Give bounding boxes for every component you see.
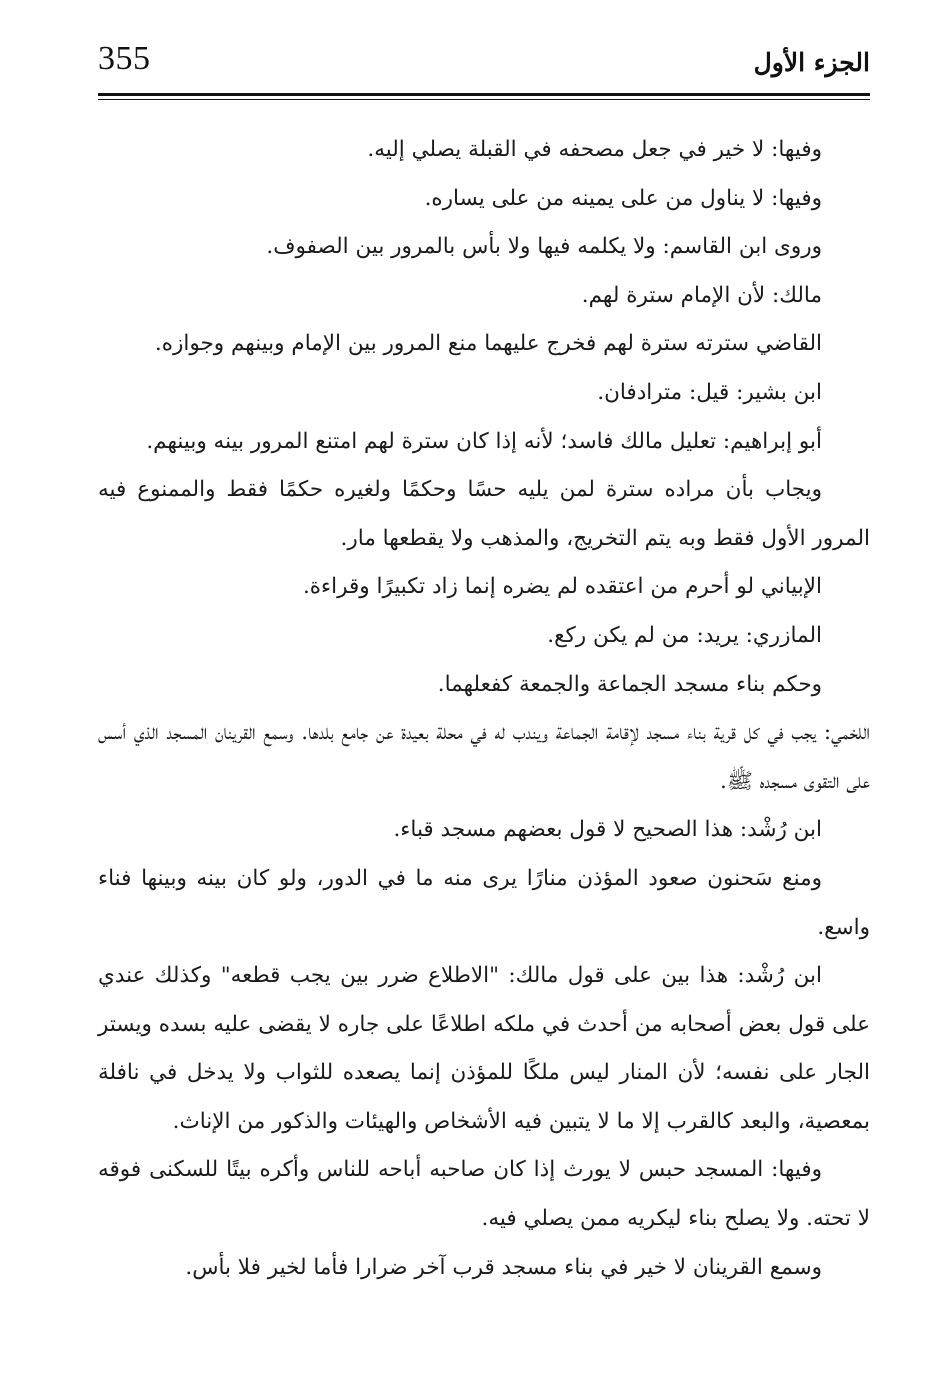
paragraph: وفيها: لا خير في جعل مصحفه في القبلة يصلي إليه. xyxy=(367,137,822,162)
running-title: الجزء الأول xyxy=(753,48,870,77)
header-rule-thin xyxy=(98,99,870,100)
paragraph: اللخمي: يجب في كل قرية بناء مسجد لإقامة الجماعة ويندب له في محلة بعيدة عن جامع بلدها. وسمع القرينان المسجد الذي أسس على التقوى مسجده ﷺ. xyxy=(98,720,870,794)
header-rule-thick xyxy=(98,93,870,96)
page-header xyxy=(98,38,870,100)
paragraph: القاضي سترته سترة لهم فخرج عليهما منع المرور بين الإمام وبينهم وجوازه. xyxy=(154,331,822,357)
paragraph: مالك: لأن الإمام سترة لهم. xyxy=(581,282,822,308)
body-text xyxy=(98,126,870,1292)
paragraph: وفيها: لا يناول من على يمينه من على يساره. xyxy=(424,185,822,211)
paragraph: وروى ابن القاسم: ولا يكلمه فيها ولا بأس بالمرور بين الصفوف. xyxy=(266,234,822,260)
paragraph: وفيها: المسجد حبس لا يورث إذا كان صاحبه أباحه للناس وأكره بيتًا للسكنى فوقه لا تحته. ولا يصلح بناء ليكريه ممن يصلي فيه. xyxy=(98,1157,870,1232)
paragraph: ابن رُشْد: هذا بين على قول مالك: "الاطلاع ضرر بين يجب قطعه" وكذلك عندي على قول بعض أصحابه من أحدث في ملكه اطلاعًا على جاره لا يقضى عليه بسده ويستر الجار على نفسه؛ لأن المنار ليس ملكًا للمؤذن إنما يصعده للثواب ولا يدخل في نافلة بمعصية، والبعد كالقرب إلا ما لا يتبين فيه الأشخاص والهيئات والذكور من الإناث. xyxy=(98,963,870,1134)
paragraph: وحكم بناء مسجد الجماعة والجمعة كفعلهما. xyxy=(437,671,822,697)
paragraph: ويجاب بأن مراده سترة لمن يليه حسًا وحكمًا ولغيره حكمًا فقط والممنوع فيه المرور الأول فقط وبه يتم التخريج، والمذهب ولا يقطعها مار. xyxy=(98,477,870,551)
paragraph: ابن رُشْد: هذا الصحيح لا قول بعضهم مسجد قباء. xyxy=(393,817,822,843)
paragraph: ابن بشير: قيل: مترادفان. xyxy=(597,379,822,405)
paragraph: أبو إبراهيم: تعليل مالك فاسد؛ لأنه إذا كان سترة لهم امتنع المرور بينه وبينهم. xyxy=(146,428,822,454)
page-number: 355 xyxy=(98,40,151,77)
paragraph: ومنع سَحنون صعود المؤذن منارًا يرى منه ما في الدور، ولو كان بينه وبينها فناء واسع. xyxy=(98,865,870,940)
paragraph: المازري: يريد: من لم يكن ركع. xyxy=(547,622,822,648)
paragraph: الإبياني لو أحرم من اعتقده لم يضره إنما زاد تكبيرًا وقراءة. xyxy=(302,574,822,600)
paragraph: وسمع القرينان لا خير في بناء مسجد قرب آخر ضرارا فأما لخير فلا بأس. xyxy=(185,1254,822,1280)
